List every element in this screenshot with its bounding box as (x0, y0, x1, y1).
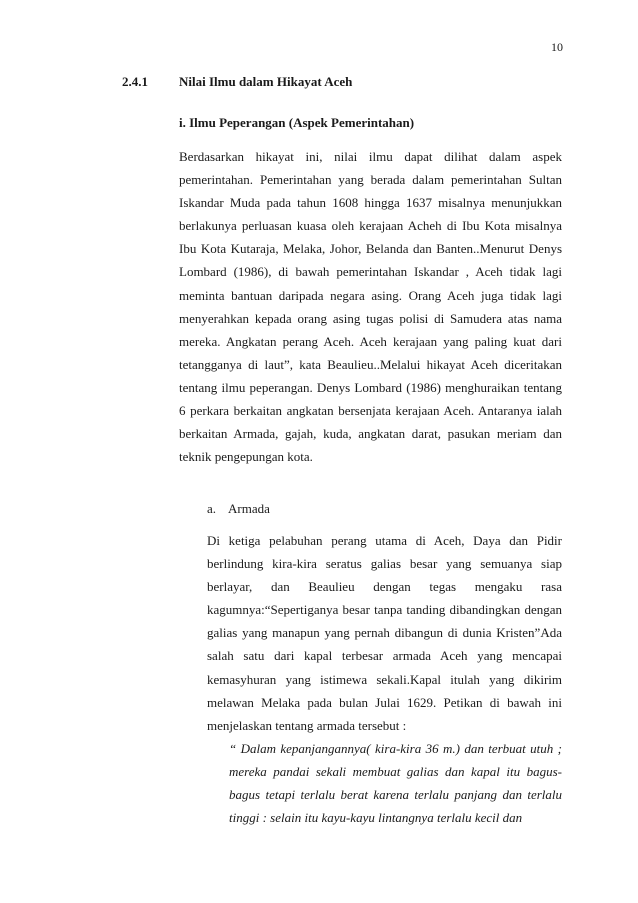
subsection-title: i. Ilmu Peperangan (Aspek Pemerintahan) (179, 115, 415, 130)
section-number: 2.4.1 (122, 74, 148, 89)
page-number: 10 (551, 40, 563, 54)
block-quote: “ Dalam kepanjangannya( kira-kira 36 m.) dan terbuat utuh ; mereka pandai sekali membuat galias dan kapal itu bagus-bagus tetapi terlalu berat karena terlalu panjang dan terlalu tinggi : selain itu kayu-kayu lintangnya terlalu kecil dan (229, 741, 562, 826)
armada-paragraph: Di ketiga pelabuhan perang utama di Aceh, Daya dan Pidir berlindung kira-kira seratus galias besar yang semuanya siap berlayar, dan Beaulieu dengan tegas mengaku rasa kagumnya:“Sepertiganya besar tanpa tanding dibandingkan dengan galias yang manapun yang pernah dibangun di dunia Kristen”Ada salah satu dari kapal terbesar armada Aceh yang mencapai kemasyhuran yang istimewa sekali.Kapal itulah yang dikirim melawan Melaka pada bulan Julai 1629. Petikan di bawah ini menjelaskan tentang armada tersebut : (207, 533, 562, 733)
list-item-title: Armada (228, 501, 270, 516)
section-title: Nilai Ilmu dalam Hikayat Aceh (179, 74, 353, 89)
body-paragraph: Berdasarkan hikayat ini, nilai ilmu dapat dilihat dalam aspek pemerintahan. Pemerintahan yang berada dalam pemerintahan Sultan Iskandar Muda pada tahun 1608 hingga 1637 misalnya menunjukkan berlakunya perluasan kuasa oleh kerajaan Acheh di Ibu Kota misalnya Ibu Kota Kutaraja, Melaka, Johor, Belanda dan Banten..Menurut Denys Lombard (1986), di bawah pemerintahan Iskandar , Aceh tidak lagi meminta bantuan daripada negara asing. Orang Aceh juga tidak lagi menyerahkan kepada orang asing tugas polisi di Samudera atas nama mereka. Angkatan perang Aceh. Aceh kerajaan yang paling kuat dari tetangganya di laut”, kata Beaulieu..Melalui hikayat Aceh diceritakan tentang ilmu peperangan. Denys Lombard (1986) menghuraikan tentang 6 perkara berkaitan angkatan bersenjata kerajaan Aceh. Antaranya ialah berkaitan Armada, gajah, kuda, angkatan darat, pasukan meriam dan teknik pengepungan kota. (179, 149, 562, 465)
list-marker: a. (207, 501, 217, 516)
